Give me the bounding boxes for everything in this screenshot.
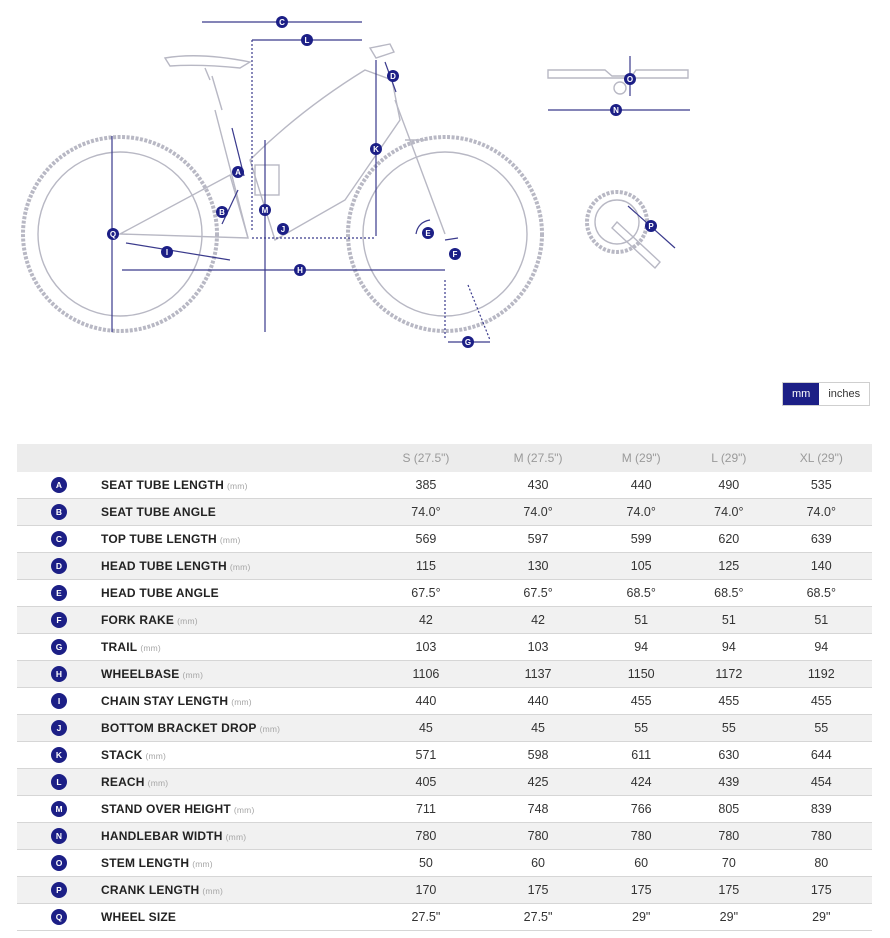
value-cell: 1172 xyxy=(687,661,770,688)
value-cell: 67.5° xyxy=(481,580,595,607)
measurement-name-cell xyxy=(101,823,371,850)
table-row xyxy=(17,715,872,742)
measurement-name-cell xyxy=(101,877,371,904)
value-cell: 60 xyxy=(481,850,595,877)
value-cell: 70 xyxy=(687,850,770,877)
measurement-name: SEAT TUBE LENGTH xyxy=(101,478,224,492)
value-cell: 42 xyxy=(371,607,481,634)
measurement-name: SEAT TUBE ANGLE xyxy=(101,505,217,519)
measurement-badge: K xyxy=(51,747,67,763)
table-header-row xyxy=(17,444,872,472)
value-cell: 780 xyxy=(371,823,481,850)
value-cell: 74.0° xyxy=(771,499,872,526)
measurement-unit: (mm) xyxy=(226,481,248,491)
size-column-header: M (29") xyxy=(595,444,687,472)
value-cell: 766 xyxy=(595,796,687,823)
value-cell: 27.5" xyxy=(481,904,595,931)
measurement-unit: (mm) xyxy=(231,697,252,707)
badge-cell xyxy=(17,796,101,823)
value-cell: 780 xyxy=(771,823,872,850)
value-cell: 67.5° xyxy=(371,580,481,607)
svg-text:Q: Q xyxy=(109,230,117,239)
value-cell: 425 xyxy=(481,769,595,796)
value-cell: 440 xyxy=(371,688,481,715)
value-cell: 50 xyxy=(371,850,481,877)
header-badge-col xyxy=(17,444,101,472)
value-cell: 1106 xyxy=(371,661,481,688)
value-cell: 611 xyxy=(595,742,687,769)
badge-cell xyxy=(17,877,101,904)
badge-cell xyxy=(17,553,101,580)
value-cell: 74.0° xyxy=(371,499,481,526)
measurement-name: STACK xyxy=(101,748,143,762)
table-row xyxy=(17,607,872,634)
measurement-badge: L xyxy=(51,774,67,790)
value-cell: 455 xyxy=(595,688,687,715)
badge-cell xyxy=(17,904,101,931)
table-row xyxy=(17,472,872,499)
value-cell: 711 xyxy=(371,796,481,823)
value-cell: 569 xyxy=(371,526,481,553)
measurement-unit: (mm) xyxy=(259,724,281,734)
svg-text:F: F xyxy=(452,250,458,259)
badge-cell xyxy=(17,688,101,715)
value-cell: 55 xyxy=(771,715,872,742)
value-cell: 68.5° xyxy=(771,580,872,607)
svg-text:C: C xyxy=(279,18,285,27)
measurement-name: WHEEL SIZE xyxy=(101,910,177,924)
value-cell: 175 xyxy=(771,877,872,904)
measurement-name: FORK RAKE xyxy=(101,613,175,627)
measurement-name-cell xyxy=(101,580,371,607)
value-cell: 805 xyxy=(687,796,770,823)
value-cell: 839 xyxy=(771,796,872,823)
value-cell: 115 xyxy=(371,553,481,580)
measurement-name-cell xyxy=(101,634,371,661)
measurement-badge: J xyxy=(51,720,67,736)
table-row xyxy=(17,526,872,553)
value-cell: 748 xyxy=(481,796,595,823)
value-cell: 29" xyxy=(771,904,872,931)
value-cell: 455 xyxy=(687,688,770,715)
value-cell: 140 xyxy=(771,553,872,580)
value-cell: 440 xyxy=(481,688,595,715)
value-cell: 51 xyxy=(771,607,872,634)
table-row xyxy=(17,904,872,931)
measurement-unit: (mm) xyxy=(177,616,198,626)
value-cell: 29" xyxy=(595,904,687,931)
value-cell: 27.5" xyxy=(371,904,481,931)
svg-text:E: E xyxy=(425,229,431,238)
badge-cell xyxy=(17,580,101,607)
measurement-badge: G xyxy=(51,639,67,655)
size-column-header: XL (29") xyxy=(771,444,872,472)
value-cell: 103 xyxy=(481,634,595,661)
measurement-name-cell xyxy=(101,850,371,877)
measurement-name: HEAD TUBE LENGTH xyxy=(101,559,227,573)
value-cell: 175 xyxy=(595,877,687,904)
measurement-badge: N xyxy=(51,828,67,844)
table-row xyxy=(17,850,872,877)
measurement-badge: M xyxy=(51,801,67,817)
value-cell: 175 xyxy=(481,877,595,904)
svg-text:K: K xyxy=(373,145,379,154)
svg-text:P: P xyxy=(648,222,654,231)
value-cell: 535 xyxy=(771,472,872,499)
measurement-name: STAND OVER HEIGHT xyxy=(101,802,231,816)
value-cell: 42 xyxy=(481,607,595,634)
value-cell: 74.0° xyxy=(687,499,770,526)
table-row xyxy=(17,796,872,823)
measurement-name-cell xyxy=(101,715,371,742)
value-cell: 51 xyxy=(595,607,687,634)
badge-cell xyxy=(17,634,101,661)
measurement-badge: I xyxy=(51,693,67,709)
measurement-unit: (mm) xyxy=(192,859,213,869)
measurement-unit: (mm) xyxy=(147,778,169,788)
measurement-name: STEM LENGTH xyxy=(101,856,190,870)
value-cell: 424 xyxy=(595,769,687,796)
measurement-name: TOP TUBE LENGTH xyxy=(101,532,217,546)
value-cell: 45 xyxy=(371,715,481,742)
measurement-badge: P xyxy=(51,882,67,898)
value-cell: 490 xyxy=(687,472,770,499)
badge-cell xyxy=(17,742,101,769)
measurement-unit: (mm) xyxy=(202,886,224,896)
value-cell: 780 xyxy=(481,823,595,850)
size-column-header: M (27.5") xyxy=(481,444,595,472)
svg-text:M: M xyxy=(261,206,269,215)
value-cell: 599 xyxy=(595,526,687,553)
measurement-name-cell xyxy=(101,499,371,526)
badge-cell xyxy=(17,769,101,796)
badge-cell xyxy=(17,607,101,634)
value-cell: 439 xyxy=(687,769,770,796)
value-cell: 105 xyxy=(595,553,687,580)
measurement-name: CHAIN STAY LENGTH xyxy=(101,694,229,708)
table-row xyxy=(17,823,872,850)
svg-text:H: H xyxy=(297,266,303,275)
measurement-unit: (mm) xyxy=(233,805,255,815)
measurement-name: CRANK LENGTH xyxy=(101,883,200,897)
value-cell: 1192 xyxy=(771,661,872,688)
measurement-name-cell xyxy=(101,688,371,715)
value-cell: 55 xyxy=(595,715,687,742)
measurement-badge: O xyxy=(51,855,67,871)
value-cell: 780 xyxy=(595,823,687,850)
value-cell: 639 xyxy=(771,526,872,553)
table-row xyxy=(17,877,872,904)
value-cell: 130 xyxy=(481,553,595,580)
measurement-name-cell xyxy=(101,904,371,931)
measurement-name: HANDLEBAR WIDTH xyxy=(101,829,223,843)
value-cell: 94 xyxy=(771,634,872,661)
value-cell: 103 xyxy=(371,634,481,661)
bike-geometry-diagram xyxy=(0,0,890,360)
badge-cell xyxy=(17,850,101,877)
measurement-unit: (mm) xyxy=(145,751,167,761)
value-cell: 80 xyxy=(771,850,872,877)
measurement-name: BOTTOM BRACKET DROP xyxy=(101,721,257,735)
size-column-header: S (27.5") xyxy=(371,444,481,472)
measurement-unit: (mm) xyxy=(225,832,247,842)
value-cell: 55 xyxy=(687,715,770,742)
measurement-name-cell xyxy=(101,742,371,769)
measurement-badge: B xyxy=(51,504,67,520)
measurement-name: REACH xyxy=(101,775,145,789)
value-cell: 94 xyxy=(687,634,770,661)
value-cell: 125 xyxy=(687,553,770,580)
value-cell: 1137 xyxy=(481,661,595,688)
measurement-badge: D xyxy=(51,558,67,574)
value-cell: 74.0° xyxy=(595,499,687,526)
value-cell: 68.5° xyxy=(687,580,770,607)
badge-cell xyxy=(17,472,101,499)
value-cell: 94 xyxy=(595,634,687,661)
measurement-unit: (mm) xyxy=(182,670,204,680)
measurement-badge: E xyxy=(51,585,67,601)
value-cell: 60 xyxy=(595,850,687,877)
measurement-name-cell xyxy=(101,472,371,499)
value-cell: 620 xyxy=(687,526,770,553)
badge-cell xyxy=(17,715,101,742)
value-cell: 598 xyxy=(481,742,595,769)
unit-toggle xyxy=(782,382,870,406)
measurement-name: WHEELBASE xyxy=(101,667,180,681)
measurement-name-cell xyxy=(101,553,371,580)
badge-cell xyxy=(17,661,101,688)
value-cell: 385 xyxy=(371,472,481,499)
value-cell: 571 xyxy=(371,742,481,769)
svg-text:D: D xyxy=(390,72,396,81)
svg-text:J: J xyxy=(280,225,286,234)
table-row xyxy=(17,688,872,715)
measurement-name-cell xyxy=(101,607,371,634)
measurement-unit: (mm) xyxy=(140,643,161,653)
svg-text:G: G xyxy=(464,338,472,347)
value-cell: 780 xyxy=(687,823,770,850)
table-row xyxy=(17,661,872,688)
measurement-badge: H xyxy=(51,666,67,682)
badge-cell xyxy=(17,499,101,526)
value-cell: 1150 xyxy=(595,661,687,688)
value-cell: 45 xyxy=(481,715,595,742)
badge-cell xyxy=(17,526,101,553)
measurement-badge: A xyxy=(51,477,67,493)
measurement-unit: (mm) xyxy=(219,535,241,545)
measurement-name-cell xyxy=(101,769,371,796)
value-cell: 597 xyxy=(481,526,595,553)
svg-text:L: L xyxy=(304,36,310,45)
measurement-name-cell xyxy=(101,796,371,823)
measurement-name: HEAD TUBE ANGLE xyxy=(101,586,219,600)
table-row xyxy=(17,634,872,661)
measurement-badge: C xyxy=(51,531,67,547)
value-cell: 175 xyxy=(687,877,770,904)
measurement-badge: Q xyxy=(51,909,67,925)
measurement-badge: F xyxy=(51,612,67,628)
value-cell: 170 xyxy=(371,877,481,904)
unit-mm-button[interactable]: mm xyxy=(783,383,819,405)
table-row xyxy=(17,499,872,526)
geometry-table xyxy=(17,444,872,931)
value-cell: 644 xyxy=(771,742,872,769)
table-row xyxy=(17,553,872,580)
value-cell: 455 xyxy=(771,688,872,715)
svg-text:N: N xyxy=(613,106,619,115)
unit-inches-button[interactable]: inches xyxy=(819,383,869,405)
svg-text:I: I xyxy=(165,248,169,257)
measurement-name-cell xyxy=(101,526,371,553)
measurement-unit: (mm) xyxy=(229,562,251,572)
value-cell: 74.0° xyxy=(481,499,595,526)
value-cell: 440 xyxy=(595,472,687,499)
svg-text:B: B xyxy=(219,208,225,217)
measurement-name-cell xyxy=(101,661,371,688)
badge-cell xyxy=(17,823,101,850)
table-row xyxy=(17,580,872,607)
table-row xyxy=(17,742,872,769)
value-cell: 430 xyxy=(481,472,595,499)
value-cell: 405 xyxy=(371,769,481,796)
value-cell: 29" xyxy=(687,904,770,931)
svg-text:A: A xyxy=(235,168,241,177)
measurement-name: TRAIL xyxy=(101,640,138,654)
size-column-header: L (29") xyxy=(687,444,770,472)
table-row xyxy=(17,769,872,796)
value-cell: 68.5° xyxy=(595,580,687,607)
value-cell: 51 xyxy=(687,607,770,634)
value-cell: 454 xyxy=(771,769,872,796)
value-cell: 630 xyxy=(687,742,770,769)
svg-text:O: O xyxy=(626,75,634,84)
header-name-col xyxy=(101,444,371,472)
